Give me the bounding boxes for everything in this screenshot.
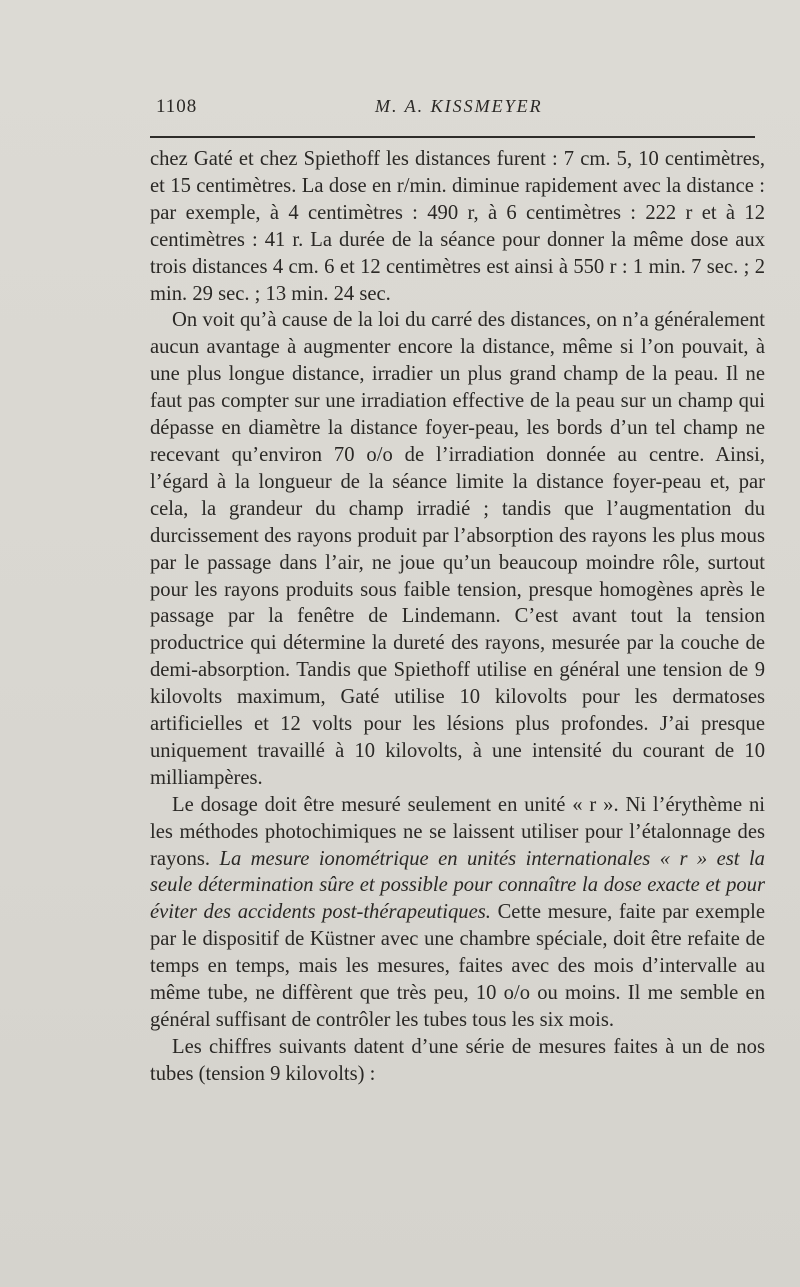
paragraph-1: chez Gaté et chez Spiethoff les distances furent : 7 cm. 5, 10 centimètres, et 15 centimètres. La dose en r/min. diminue rapidement avec la distance : par exemple, à 4 centimètres : 490 r, à 6 centimètres : 222 r et à 12 centimètres : 41 r. La durée de la séance pour donner la même dose aux trois distances 4 cm. 6 et 12 centimètres est ainsi à 550 r : 1 min. 7 sec. ; 2 min. 29 sec. ; 13 min. 24 sec.	[150, 148, 765, 305]
page-number: 1108	[156, 96, 198, 117]
paragraph-4: Les chiffres suivants datent d’une série de mesures faites à un de nos tubes (tension 9 kilovolts) :	[150, 1035, 765, 1085]
running-head: M. A. KISSMEYER	[375, 96, 543, 116]
header-rule	[150, 136, 755, 138]
paragraph-2: On voit qu’à cause de la loi du carré des distances, on n’a généralement aucun avantage à augmenter encore la distance, même si l’on pouvait, à une plus longue distance, irradier un plus grand champ de la peau. Il ne faut pas compter sur une irradiation effective de la peau sur un champ qui dépasse en diamètre la distance foyer-peau, les bords d’un tel champ ne recevant qu’environ 70 o/o de l’irradiation donnée au centre. Ainsi, l’égard à la longueur de la séance limite la distance foyer-peau et, par cela, la grandeur du champ irradié ; tandis que l’augmentation du durcissement des rayons produit par l’absorption des rayons les plus mous par le passage dans l’air, ne joue qu’un beaucoup moindre rôle, surtout pour les rayons produits sous faible tension, presque homogènes après le passage par la fenêtre de Lindemann. C’est avant tout la tension productrice qui détermine la dureté des rayons, mesurée par la couche de demi-absorption. Tandis que Spiethoff utilise en général une tension de 9 kilovolts maximum, Gaté utilise 10 kilovolts pour les dermatoses artificielles et 12 volts pour les lésions plus profondes. J’ai presque uniquement travaillé à 10 kilovolts, à une intensité du courant de 10 milliampères.	[150, 309, 765, 789]
body-text	[150, 146, 765, 1088]
paragraph-3-italic: La mesure ionométrique en unités internationales « r » est la seule détermination sûre et possible pour connaître la dose exacte et pour éviter des accidents post-thérapeutiques.	[150, 847, 765, 924]
paragraph-3	[150, 792, 765, 1034]
paragraph-3-end: Cette mesure, faite par exemple par le dispositif de Küstner avec une chambre spéciale, doit être refaite de temps en temps, mais les mesures, faites avec des mois d’intervalle au même tube, ne diffèrent que très peu, 10 o/o ou moins. Il me semble en général suffisant de contrôler les tubes tous les six mois.	[150, 901, 765, 1031]
paragraph-3-start: Le dosage doit être mesuré seulement en unité « r ». Ni l’érythème ni les méthodes photochimiques ne se laissent utiliser pour l’étalonnage des rayons.	[150, 793, 765, 870]
page-header	[150, 96, 750, 126]
